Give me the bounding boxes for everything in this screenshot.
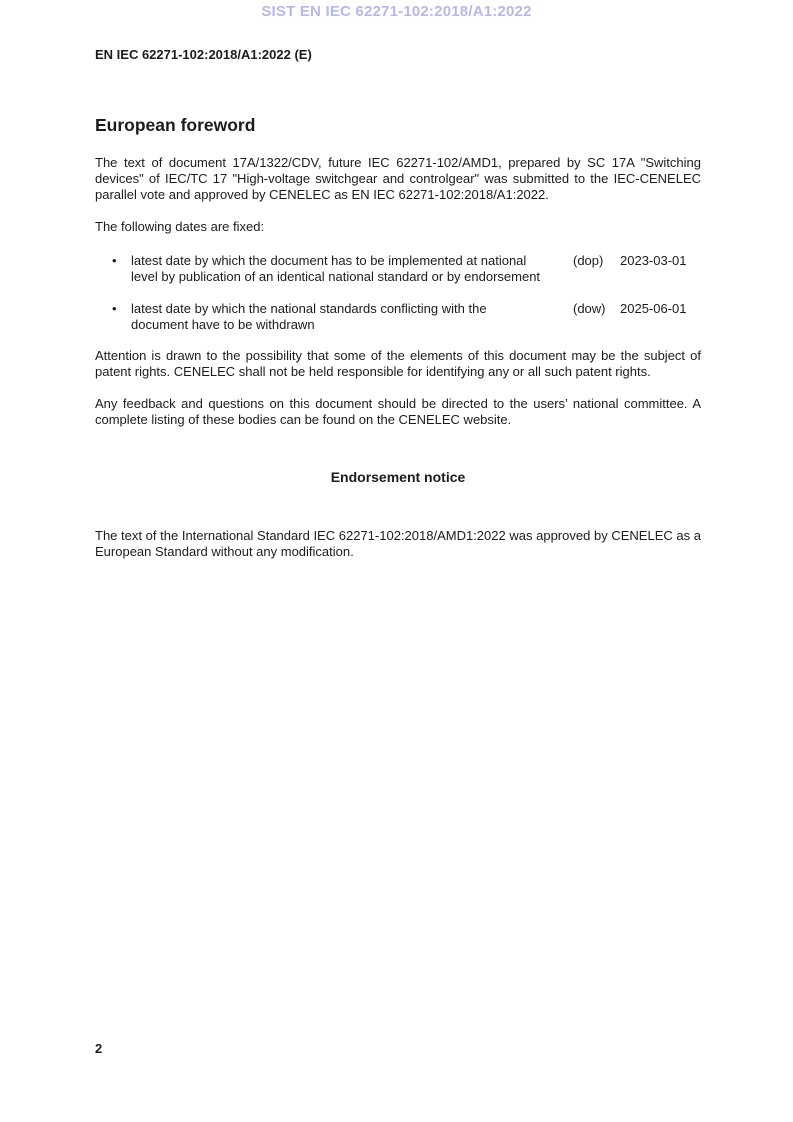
- page-content: [95, 115, 701, 560]
- dow-label: (dow): [573, 301, 606, 316]
- patent-rights-paragraph: Attention is drawn to the possibility that some of the elements of this document may be the subject of patent rights. CENELEC shall not be held responsible for identifying any or all such patent rights.: [95, 348, 701, 379]
- date-item-dop: [95, 253, 701, 285]
- date-item-dow: [95, 301, 701, 333]
- page-number: 2: [95, 1041, 103, 1056]
- foreword-paragraph-cdv: The text of document 17A/1322/CDV, future IEC 62271-102/AMD1, prepared by SC 17A "Switching devices" of IEC/TC 17 "High-voltage switchgear and controlgear" was submitted to the IEC-CENELEC parallel vote and approved by CENELEC as EN IEC 62271-102:2018/A1:2022.: [95, 155, 701, 202]
- dow-date: 2025-06-01: [620, 301, 687, 316]
- endorsement-notice-title: Endorsement notice: [330, 469, 466, 485]
- document-reference: EN IEC 62271-102:2018/A1:2022 (E): [95, 47, 312, 62]
- dop-label: (dop): [573, 253, 604, 268]
- dates-intro: The following dates are fixed:: [95, 219, 265, 234]
- bullet-icon: •: [112, 253, 117, 268]
- endorsement-paragraph: The text of the International Standard IEC 62271-102:2018/AMD1:2022 was approved by CENELEC as a European Standard without any modification.: [95, 528, 701, 559]
- bullet-icon: •: [112, 301, 117, 316]
- dop-date: 2023-03-01: [620, 253, 687, 268]
- watermark-text: SIST EN IEC 62271-102:2018/A1:2022: [261, 3, 532, 20]
- date-item-text: latest date by which the document has to be implemented at national level by publication of an identical national standard or by endorsement: [131, 253, 541, 284]
- feedback-paragraph: Any feedback and questions on this document should be directed to the users’ national committee. A complete listing of these bodies can be found on the CENELEC website.: [95, 396, 701, 427]
- date-item-text: latest date by which the national standards conflicting with the document have to be withdrawn: [131, 301, 487, 332]
- foreword-title: European foreword: [95, 115, 256, 135]
